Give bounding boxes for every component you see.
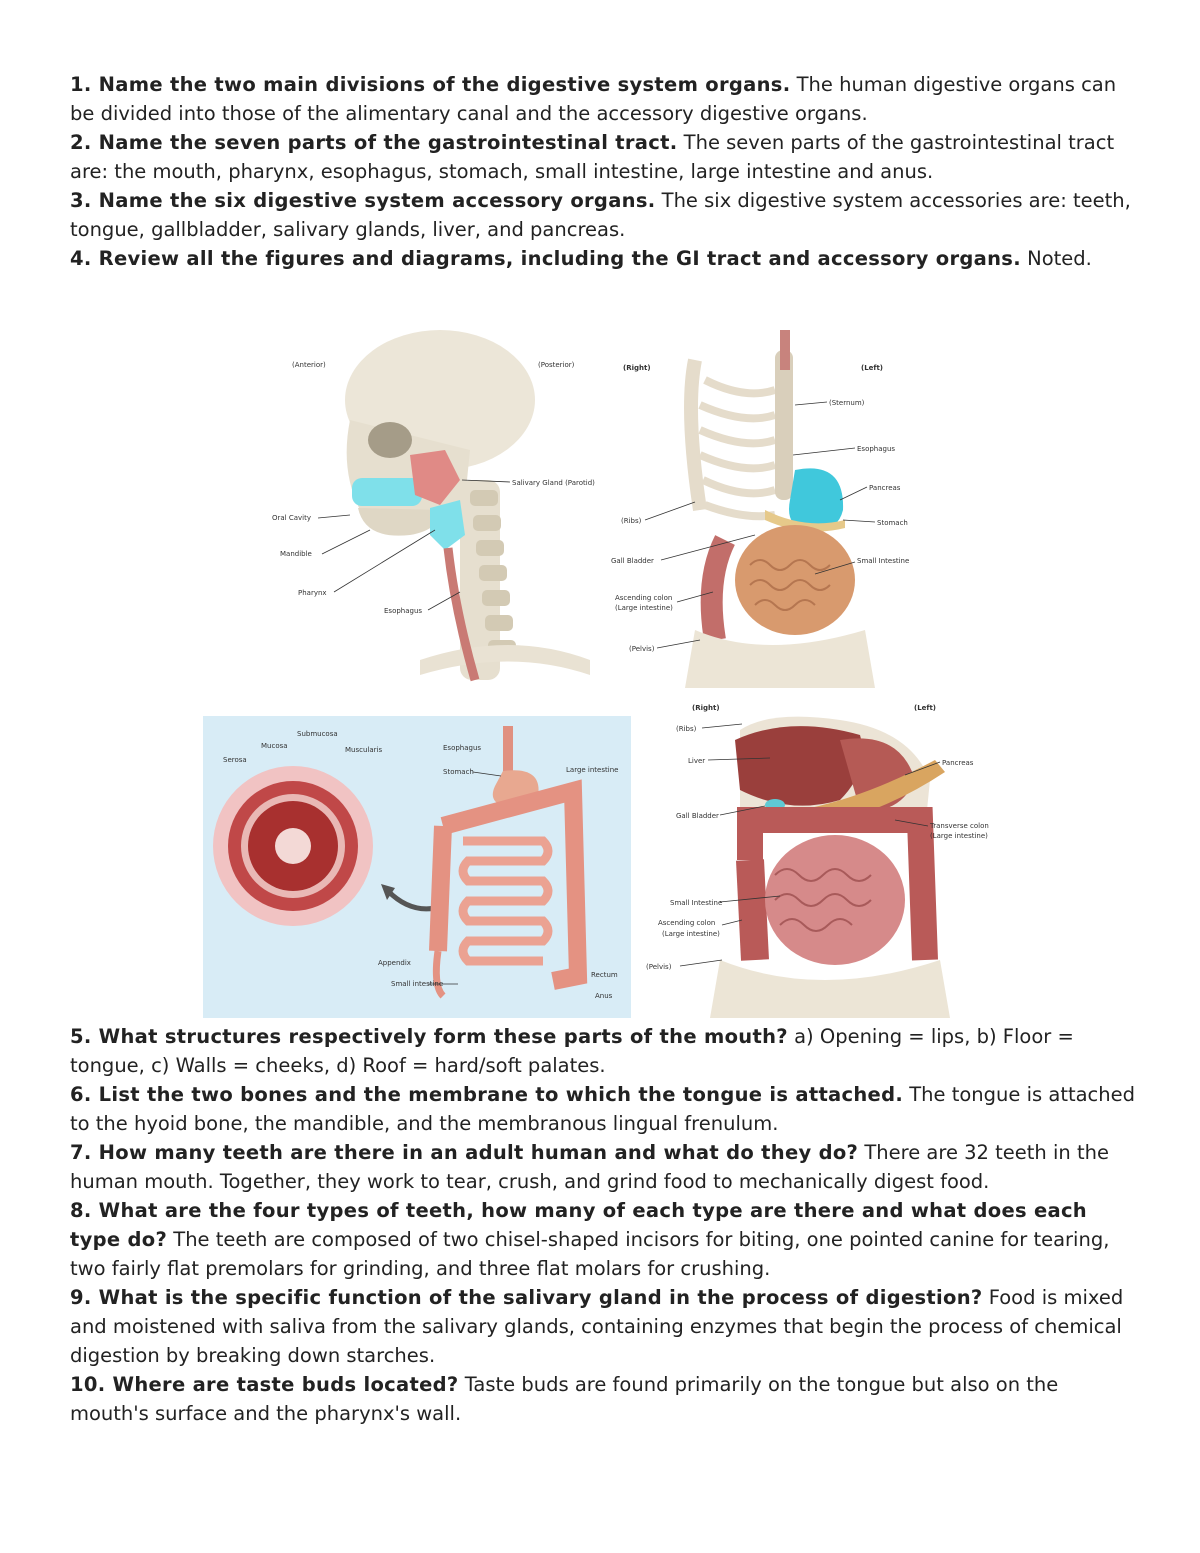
qa-section-top [70,70,1135,273]
label-pharynx: Pharynx [298,589,327,597]
ascending-colon [712,540,725,640]
label-esophagus-torso: Esophagus [857,445,896,453]
figure-head-neck [270,330,600,682]
label-ribs-organs: (Ribs) [676,725,697,733]
label-rectum: Rectum [591,971,618,979]
label-appendix: Appendix [378,959,411,967]
label-ascending-colon-2: (Large intestine) [615,604,673,612]
rib-cage [691,360,775,516]
label-serosa: Serosa [223,756,247,764]
gi-tract-illustration [203,716,631,1018]
label-gall-bladder-organs: Gall Bladder [676,812,719,820]
label-right-organs: (Right) [692,704,720,712]
clavicle [420,645,590,675]
sternum [775,350,793,500]
qa-item-7: 7. How many teeth are there in an adult human and what do they do? There are 32 teeth in the human mouth. Together, they work to tear, crush, and grind food to mechanically digest food. [70,1141,1109,1193]
qa-item-3: 3. Name the six digestive system accessory organs. The six digestive system accessories are: teeth, tongue, gallbladder, salivary glands, liver, and pancreas. [70,189,1131,241]
label-pancreas-organs: Pancreas [942,759,974,767]
label-mucosa: Mucosa [261,742,288,750]
qa-item-8: 8. What are the four types of teeth, how many of each type are there and what does each type do? The teeth are composed of two chisel-shaped incisors for biting, one pointed canine for tearing, two fairly flat premolars for grinding, and three flat molars for crushing. [70,1199,1110,1280]
qa-section-bottom [70,1022,1135,1428]
figure-gi-tract [203,716,631,1018]
label-ribs: (Ribs) [621,517,642,525]
label-stomach: Stomach [877,519,908,527]
label-left: (Left) [861,364,883,372]
label-tract-small-intestine: Small intestine [391,980,444,988]
label-ascending-colon-organs-1: Ascending colon [658,919,716,927]
label-pancreas-torso: Pancreas [869,484,901,492]
qa-item-2: 2. Name the seven parts of the gastrointestinal tract. The seven parts of the gastrointestinal tract are: the mouth, pharynx, esophagus, stomach, small intestine, large intestine and anus. [70,131,1115,183]
qa-item-10: 10. Where are taste buds located? Taste buds are found primarily on the tongue but also on the mouth's surface and the pharynx's wall. [70,1373,1059,1425]
label-esophagus: Esophagus [384,607,423,615]
qa-item-4: 4. Review all the figures and diagrams, including the GI tract and accessory organs. Noted. [70,247,1092,270]
label-oral-cavity: Oral Cavity [272,514,311,522]
label-muscularis: Muscularis [345,746,383,754]
pharynx [430,500,465,550]
label-small-intestine-organs: Small Intestine [670,899,723,907]
label-liver: Liver [688,757,706,765]
label-anus: Anus [595,992,613,1000]
liver [735,726,863,806]
label-small-intestine: Small Intestine [857,557,910,565]
label-pelvis-organs: (Pelvis) [646,963,672,971]
label-submucosa: Submucosa [297,730,338,738]
label-anterior: (Anterior) [292,361,326,369]
label-transverse-colon-1: Transverse colon [930,822,989,830]
label-left-organs: (Left) [914,704,936,712]
abdominal-organs-illustration [640,700,995,1018]
label-gall-bladder: Gall Bladder [611,557,654,565]
qa-item-5: 5. What structures respectively form these parts of the mouth? a) Opening = lips, b) Floor = tongue, c) Walls = cheeks, d) Roof = hard/soft palates. [70,1025,1074,1077]
label-right: (Right) [623,364,651,372]
tract-appendix [436,951,443,996]
teeth [352,478,422,506]
esophagus [780,330,790,370]
label-tract-stomach: Stomach [443,768,474,776]
label-sternum: (Sternum) [829,399,865,407]
label-tract-esophagus: Esophagus [443,744,482,752]
label-ascending-colon-organs-2: (Large intestine) [662,930,720,938]
qa-item-9: 9. What is the specific function of the salivary gland in the process of digestion? Food is mixed and moistened with saliva from the salivary glands, containing enzymes that begin the process of chemical digestion by breaking down starches. [70,1286,1124,1367]
mandible-bone [358,508,440,536]
label-ascending-colon-1: Ascending colon [615,594,673,602]
intestine-cross-section [213,766,373,926]
figure-torso [605,330,935,688]
label-transverse-colon-2: (Large intestine) [930,832,988,840]
figure-abdominal-organs [640,700,995,1018]
label-mandible: Mandible [280,550,312,558]
torso-illustration [605,330,935,688]
label-salivary-gland: Salivary Gland (Parotid) [512,479,595,487]
tract-small-intestine [463,841,548,961]
small-intestine-organ [765,835,905,965]
ascending-colon-organ [750,860,755,960]
pelvis-organ [710,960,950,1018]
qa-item-6: 6. List the two bones and the membrane to which the tongue is attached. The tongue is attached to the hyoid bone, the mandible, and the membranous lingual frenulum. [70,1083,1136,1135]
label-tract-large-intestine: Large intestine [566,766,619,774]
qa-item-1: 1. Name the two main divisions of the digestive system organs. The human digestive organs can be divided into those of the alimentary canal and the accessory digestive organs. [70,73,1117,125]
head-neck-illustration [270,330,600,682]
label-posterior: (Posterior) [538,361,575,369]
label-pelvis: (Pelvis) [629,645,655,653]
pelvis [685,630,875,688]
small-intestine [735,525,855,635]
